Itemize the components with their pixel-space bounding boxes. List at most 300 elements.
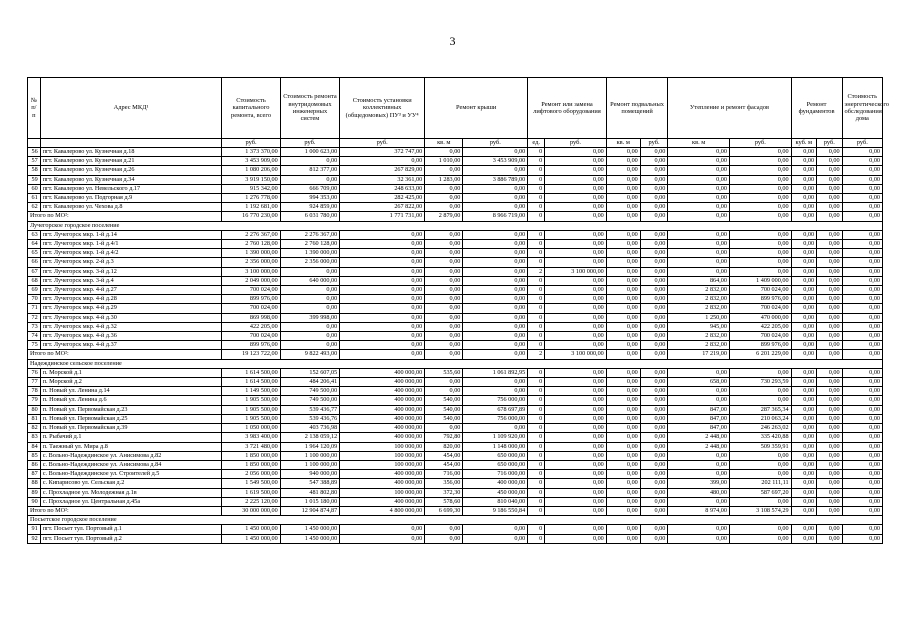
value-cell: 547 388,89 [280, 479, 339, 488]
value-cell: 0,00 [606, 212, 640, 221]
value-cell: 1 614 500,00 [222, 368, 280, 377]
value-cell: 0,00 [545, 405, 607, 414]
value-cell: 246 263,02 [729, 424, 791, 433]
table-row [28, 396, 883, 405]
value-cell: 0,00 [729, 240, 791, 249]
header-facade: Утепление и ремонт фасадов [668, 78, 791, 139]
value-cell: 3 721 480,00 [222, 442, 280, 451]
value-cell: 0,00 [817, 396, 843, 405]
value-cell: 0 [528, 451, 545, 460]
value-cell: 100 000,00 [340, 451, 425, 460]
value-cell: 756 000,00 [463, 414, 528, 423]
value-cell: 0,00 [817, 203, 843, 212]
value-cell: 0,00 [729, 258, 791, 267]
value-cell: 0,00 [340, 230, 425, 239]
value-cell: 0,00 [340, 350, 425, 359]
value-cell: 267 829,00 [340, 166, 425, 175]
unit-blank [40, 139, 222, 148]
section-title: Лучегорское городское поселение [28, 221, 883, 230]
unit-cell: ед. [528, 139, 545, 148]
value-cell: 0,00 [668, 451, 730, 460]
value-cell: 0,00 [791, 442, 816, 451]
address-cell: пгт. Лучегорск мкр. 1-й д.4/2 [40, 249, 222, 258]
row-number: 86 [28, 460, 41, 469]
value-cell: 869 998,00 [222, 313, 280, 322]
value-cell: 820,00 [425, 442, 463, 451]
value-cell: 1 614 500,00 [222, 378, 280, 387]
value-cell: 0 [528, 295, 545, 304]
value-cell: 400 000,00 [340, 414, 425, 423]
value-cell: 864,00 [668, 276, 730, 285]
value-cell: 0,00 [545, 194, 607, 203]
value-cell: 0,00 [425, 249, 463, 258]
value-cell: 0,00 [545, 506, 607, 515]
value-cell: 0,00 [640, 350, 668, 359]
value-cell: 0,00 [791, 295, 816, 304]
value-cell: 0,00 [640, 230, 668, 239]
address-cell: пгт. Лучегорск мкр. 3-й д.4 [40, 276, 222, 285]
value-cell: 539 436,76 [280, 414, 339, 423]
value-cell: 0,00 [606, 506, 640, 515]
value-cell: 2 225 120,00 [222, 497, 280, 506]
value-cell: 0,00 [340, 313, 425, 322]
value-cell: 0,00 [463, 249, 528, 258]
value-cell: 0,00 [817, 295, 843, 304]
address-cell: пгт. Лучегорск мкр. 4-й д.37 [40, 341, 222, 350]
value-cell: 2 448,00 [668, 442, 730, 451]
value-cell: 0,00 [842, 387, 882, 396]
value-cell: 0,00 [729, 534, 791, 543]
value-cell: 0,00 [606, 488, 640, 497]
value-cell: 3 100 000,00 [545, 267, 607, 276]
value-cell: 0,00 [545, 479, 607, 488]
value-cell: 0,00 [817, 157, 843, 166]
value-cell: 1 964 120,09 [280, 442, 339, 451]
value-cell: 0,00 [280, 322, 339, 331]
unit-cell: руб. [340, 139, 425, 148]
table-row [28, 387, 883, 396]
value-cell: 0,00 [606, 396, 640, 405]
value-cell: 0 [528, 258, 545, 267]
value-cell: 0,00 [817, 405, 843, 414]
value-cell: 0,00 [729, 470, 791, 479]
value-cell: 3 100 000,00 [222, 267, 280, 276]
value-cell: 0,00 [606, 451, 640, 460]
value-cell: 0,00 [545, 295, 607, 304]
value-cell: 399,00 [668, 479, 730, 488]
value-cell: 0,00 [640, 405, 668, 414]
value-cell: 356,00 [425, 479, 463, 488]
value-cell: 792,80 [425, 433, 463, 442]
value-cell: 0,00 [729, 460, 791, 469]
value-cell: 0,00 [640, 304, 668, 313]
value-cell: 0,00 [425, 286, 463, 295]
value-cell: 0,00 [842, 424, 882, 433]
value-cell: 0 [528, 378, 545, 387]
value-cell: 0,00 [545, 387, 607, 396]
value-cell: 0,00 [791, 249, 816, 258]
value-cell: 3 108 574,29 [729, 506, 791, 515]
value-cell: 0,00 [640, 286, 668, 295]
value-cell: 0,00 [791, 230, 816, 239]
value-cell: 0,00 [817, 534, 843, 543]
table-row [28, 497, 883, 506]
value-cell: 0,00 [545, 322, 607, 331]
value-cell: 0,00 [340, 295, 425, 304]
value-cell: 0,00 [640, 378, 668, 387]
row-number: 75 [28, 341, 41, 350]
value-cell: 0,00 [463, 267, 528, 276]
value-cell: 30 000 000,00 [222, 506, 280, 515]
value-cell: 0,00 [640, 525, 668, 534]
value-cell: 0,00 [640, 295, 668, 304]
value-cell: 0,00 [668, 267, 730, 276]
value-cell: 0,00 [668, 525, 730, 534]
value-cell: 678 697,89 [463, 405, 528, 414]
value-cell: 100 000,00 [340, 460, 425, 469]
row-number: 60 [28, 184, 41, 193]
row-number: 92 [28, 534, 41, 543]
value-cell: 2 276 367,00 [280, 230, 339, 239]
value-cell: 730 293,59 [729, 378, 791, 387]
address-cell: пгт. Кавалерово ул. Кузнечная д.34 [40, 175, 222, 184]
address-cell: пгт. Лучегорск мкр. 2-й д.3 [40, 258, 222, 267]
value-cell: 0,00 [340, 267, 425, 276]
value-cell: 0,00 [842, 148, 882, 157]
value-cell: 0,00 [463, 194, 528, 203]
address-cell: с. Вольно-Надеждинское ул. Строителей д.5 [40, 470, 222, 479]
value-cell: 0,00 [463, 276, 528, 285]
value-cell: 0,00 [280, 304, 339, 313]
value-cell: 0,00 [606, 240, 640, 249]
table-row [28, 451, 883, 460]
value-cell: 0,00 [817, 368, 843, 377]
value-cell: 0,00 [817, 212, 843, 221]
value-cell: 0,00 [842, 258, 882, 267]
value-cell: 0,00 [817, 258, 843, 267]
value-cell: 1 390 000,00 [222, 249, 280, 258]
header-energy: Стоимость энергетического обследования дома [842, 78, 882, 139]
value-cell: 3 886 789,00 [463, 175, 528, 184]
value-cell: 0,00 [425, 378, 463, 387]
value-cell: 0,00 [640, 396, 668, 405]
value-cell: 267 822,00 [340, 203, 425, 212]
value-cell: 847,00 [668, 414, 730, 423]
value-cell: 0 [528, 479, 545, 488]
value-cell: 1 390 000,00 [280, 249, 339, 258]
value-cell: 0,00 [640, 194, 668, 203]
value-cell: 0,00 [842, 276, 882, 285]
value-cell: 0,00 [606, 157, 640, 166]
value-cell: 0,00 [791, 276, 816, 285]
value-cell: 749 500,00 [280, 396, 339, 405]
value-cell: 400 000,00 [340, 497, 425, 506]
table-row [28, 249, 883, 258]
value-cell: 2 356 000,00 [222, 258, 280, 267]
value-cell: 0,00 [340, 157, 425, 166]
row-number: 65 [28, 249, 41, 258]
row-number: 89 [28, 488, 41, 497]
value-cell: 0,00 [463, 203, 528, 212]
value-cell: 0 [528, 332, 545, 341]
value-cell: 0,00 [545, 378, 607, 387]
value-cell: 0,00 [729, 194, 791, 203]
value-cell: 0,00 [606, 166, 640, 175]
value-cell: 0,00 [791, 267, 816, 276]
value-cell: 0,00 [817, 276, 843, 285]
value-cell: 0,00 [842, 451, 882, 460]
value-cell: 1 450 000,00 [280, 525, 339, 534]
value-cell: 0,00 [842, 497, 882, 506]
value-cell: 1 000 623,00 [280, 148, 339, 157]
value-cell: 2 056 000,00 [222, 470, 280, 479]
value-cell: 0,00 [729, 387, 791, 396]
value-cell: 0,00 [606, 433, 640, 442]
value-cell: 0,00 [463, 230, 528, 239]
value-cell: 0,00 [842, 203, 882, 212]
value-cell: 1 850 000,00 [222, 451, 280, 460]
value-cell: 540,00 [425, 396, 463, 405]
value-cell: 0,00 [817, 313, 843, 322]
value-cell: 0,00 [791, 332, 816, 341]
unit-blank [28, 139, 41, 148]
row-number: 71 [28, 304, 41, 313]
value-cell: 0,00 [817, 240, 843, 249]
row-number: 61 [28, 194, 41, 203]
value-cell: 700 024,00 [729, 286, 791, 295]
value-cell: 0 [528, 405, 545, 414]
value-cell: 0,00 [463, 387, 528, 396]
address-cell: пгт. Лучегорск мкр. 1-й д.4/1 [40, 240, 222, 249]
value-cell: 0,00 [606, 378, 640, 387]
address-cell: п. Морской д.2 [40, 378, 222, 387]
value-cell: 400 000,00 [340, 405, 425, 414]
value-cell: 0,00 [606, 470, 640, 479]
address-cell: с. Прохладное ул. Центральная д.45а [40, 497, 222, 506]
value-cell: 3 983 400,00 [222, 433, 280, 442]
value-cell: 0,00 [668, 368, 730, 377]
value-cell: 0,00 [791, 378, 816, 387]
value-cell: 0,00 [729, 451, 791, 460]
value-cell: 2 [528, 350, 545, 359]
value-cell: 0,00 [817, 479, 843, 488]
value-cell: 810 040,00 [463, 497, 528, 506]
value-cell: 899 976,00 [729, 295, 791, 304]
value-cell: 0,00 [545, 313, 607, 322]
value-cell: 0,00 [606, 405, 640, 414]
value-cell: 0,00 [463, 378, 528, 387]
value-cell: 0,00 [791, 350, 816, 359]
value-cell: 0 [528, 506, 545, 515]
row-number: 81 [28, 414, 41, 423]
header-meters: Стоимость установки коллективных (общедомовых) ПУ³ и УУ⁴ [340, 78, 425, 139]
value-cell: 0,00 [842, 230, 882, 239]
unit-cell: руб. [280, 139, 339, 148]
value-cell: 700 024,00 [729, 332, 791, 341]
value-cell: 0,00 [668, 157, 730, 166]
header-num: № п/п [28, 78, 41, 139]
value-cell: 0,00 [729, 497, 791, 506]
value-cell: 0 [528, 175, 545, 184]
value-cell: 0,00 [340, 534, 425, 543]
unit-cell: кв. м [668, 139, 730, 148]
value-cell: 0,00 [545, 148, 607, 157]
value-cell: 0,00 [668, 212, 730, 221]
header-systems: Стоимость ремонта внутридомовых инженерных систем [280, 78, 339, 139]
address-cell: пгт. Лучегорск мкр. 4-й д.32 [40, 322, 222, 331]
value-cell: 0,00 [606, 249, 640, 258]
value-cell: 2 276 367,00 [222, 230, 280, 239]
value-cell: 0,00 [606, 387, 640, 396]
value-cell: 0 [528, 341, 545, 350]
value-cell: 0,00 [842, 332, 882, 341]
value-cell: 0 [528, 368, 545, 377]
value-cell: 0,00 [842, 249, 882, 258]
value-cell: 0,00 [817, 433, 843, 442]
row-number: 56 [28, 148, 41, 157]
value-cell: 749 500,00 [280, 387, 339, 396]
value-cell: 0,00 [606, 322, 640, 331]
value-cell: 0,00 [842, 479, 882, 488]
value-cell: 899 976,00 [729, 341, 791, 350]
value-cell: 1 015 180,00 [280, 497, 339, 506]
value-cell: 403 736,98 [280, 424, 339, 433]
value-cell: 0,00 [729, 249, 791, 258]
header-foundation: Ремонт фундаментов [791, 78, 842, 139]
value-cell: 650 000,00 [463, 451, 528, 460]
address-cell: п. Новый ул. Первомайская д.23 [40, 405, 222, 414]
value-cell: 0,00 [425, 313, 463, 322]
value-cell: 0,00 [640, 506, 668, 515]
table-row [28, 304, 883, 313]
value-cell: 0,00 [545, 304, 607, 313]
address-cell: п. Новый ул. Ленина д.14 [40, 387, 222, 396]
value-cell: 0,00 [817, 525, 843, 534]
value-cell: 454,00 [425, 460, 463, 469]
value-cell: 0,00 [817, 230, 843, 239]
value-cell: 0,00 [668, 258, 730, 267]
header-lift: Ремонт или замена лифтового оборудования [528, 78, 607, 139]
row-number: 91 [28, 525, 41, 534]
value-cell: 0,00 [640, 166, 668, 175]
value-cell: 0,00 [340, 276, 425, 285]
unit-cell: руб. [640, 139, 668, 148]
value-cell: 0,00 [545, 175, 607, 184]
value-cell: 587 697,20 [729, 488, 791, 497]
value-cell: 2 832,00 [668, 286, 730, 295]
row-number: 63 [28, 230, 41, 239]
value-cell: 0,00 [463, 286, 528, 295]
value-cell: 1 771 731,00 [340, 212, 425, 221]
value-cell: 0,00 [425, 166, 463, 175]
value-cell: 716,00 [425, 470, 463, 479]
total-row [28, 506, 883, 515]
value-cell: 400 000,00 [340, 470, 425, 479]
value-cell: 0,00 [791, 488, 816, 497]
value-cell: 0,00 [842, 184, 882, 193]
value-cell: 0,00 [640, 203, 668, 212]
table-row [28, 203, 883, 212]
value-cell: 0,00 [545, 166, 607, 175]
value-cell: 0,00 [791, 414, 816, 423]
table-row [28, 534, 883, 543]
total-row [28, 350, 883, 359]
table-row [28, 175, 883, 184]
address-cell: с. Прохладное ул. Молодежная д.1в [40, 488, 222, 497]
row-number: 80 [28, 405, 41, 414]
value-cell: 0,00 [842, 368, 882, 377]
value-cell: 0,00 [668, 534, 730, 543]
table-row [28, 157, 883, 166]
value-cell: 0,00 [425, 341, 463, 350]
value-cell: 0,00 [425, 424, 463, 433]
address-cell: пгт. Лучегорск мкр. 1-й д.14 [40, 230, 222, 239]
value-cell: 0,00 [791, 194, 816, 203]
value-cell: 1 061 892,95 [463, 368, 528, 377]
value-cell: 0,00 [729, 166, 791, 175]
value-cell: 0,00 [729, 175, 791, 184]
value-cell: 1 100 000,00 [280, 451, 339, 460]
value-cell: 19 123 722,00 [222, 350, 280, 359]
value-cell: 0,00 [729, 184, 791, 193]
value-cell: 0,00 [842, 405, 882, 414]
row-number: 70 [28, 295, 41, 304]
value-cell: 0,00 [729, 267, 791, 276]
value-cell: 1 100 000,00 [280, 460, 339, 469]
value-cell: 0,00 [463, 304, 528, 313]
value-cell: 0,00 [545, 488, 607, 497]
value-cell: 2 138 059,12 [280, 433, 339, 442]
value-cell: 0,00 [817, 332, 843, 341]
value-cell: 0,00 [640, 460, 668, 469]
value-cell: 2 356 000,00 [280, 258, 339, 267]
capital-repair-table [27, 77, 890, 544]
value-cell: 0,00 [817, 488, 843, 497]
row-number: 78 [28, 387, 41, 396]
value-cell: 399 998,00 [280, 313, 339, 322]
value-cell: 2 049 000,00 [222, 276, 280, 285]
value-cell: 335 420,88 [729, 433, 791, 442]
value-cell: 0,00 [791, 470, 816, 479]
value-cell: 287 365,34 [729, 405, 791, 414]
value-cell: 0,00 [545, 286, 607, 295]
value-cell: 847,00 [668, 405, 730, 414]
value-cell: 400 000,00 [340, 433, 425, 442]
value-cell: 0,00 [545, 157, 607, 166]
value-cell: 0,00 [606, 414, 640, 423]
unit-cell: кв. м [425, 139, 463, 148]
value-cell: 0,00 [425, 276, 463, 285]
value-cell: 650 000,00 [463, 460, 528, 469]
value-cell: 0,00 [340, 240, 425, 249]
value-cell: 0,00 [545, 240, 607, 249]
value-cell: 0 [528, 414, 545, 423]
address-cell: пгт. Кавалерово ул. Чехова д.8 [40, 203, 222, 212]
header-basement: Ремонт подвальных помещений [606, 78, 668, 139]
value-cell: 0,00 [791, 433, 816, 442]
value-cell: 539 436,77 [280, 405, 339, 414]
value-cell: 0,00 [842, 396, 882, 405]
value-cell: 6 699,30 [425, 506, 463, 515]
value-cell: 6 031 780,00 [280, 212, 339, 221]
value-cell: 0,00 [463, 240, 528, 249]
value-cell: 248 633,00 [340, 184, 425, 193]
value-cell: 0,00 [463, 295, 528, 304]
value-cell: 0,00 [668, 230, 730, 239]
value-cell: 0,00 [842, 506, 882, 515]
row-number: 67 [28, 267, 41, 276]
value-cell: 0,00 [668, 387, 730, 396]
